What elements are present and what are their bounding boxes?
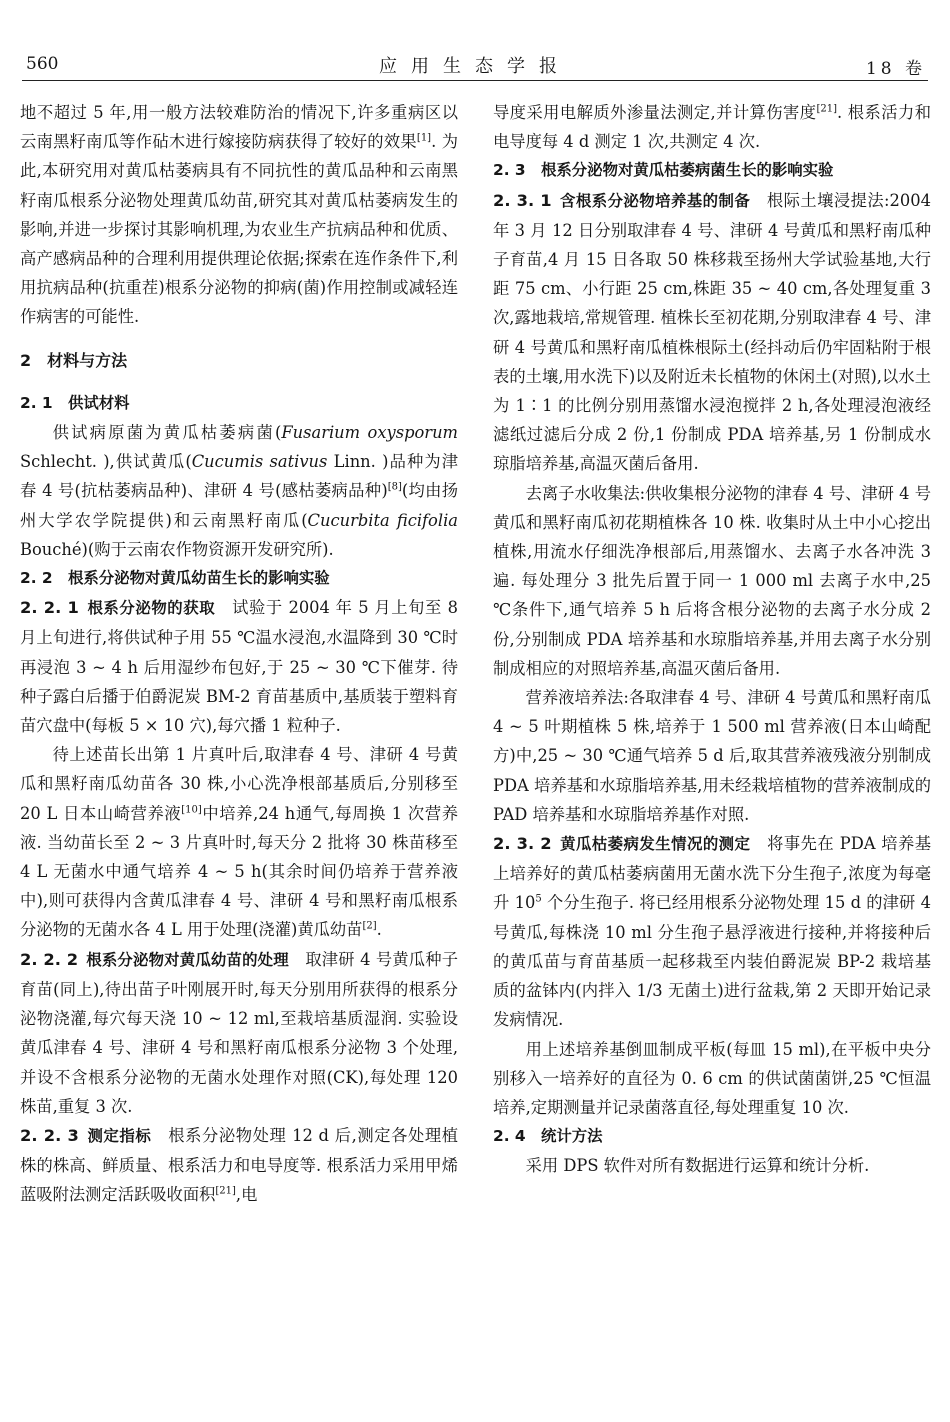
citation: [8] xyxy=(387,482,402,494)
paragraph-seedling-culture xyxy=(20,740,458,944)
volume-label: 18 卷 xyxy=(865,59,926,79)
text: Linn. )品种为津春 4 号(抗枯萎病品种)、津研 4 号(感枯萎病品种) xyxy=(20,452,459,501)
text: 根系分泌物处理 12 d 后,测定各处理植株的株高、鲜质量、根系活力和电导度等. 根系活力采用甲烯蓝吸附法测定活跃吸收面积 xyxy=(20,1125,458,1205)
text: 中培养,24 h通气,每周换 1 次营养液. 当幼苗长至 2 ~ 3 片真叶时,每天分 2 批将 30 株苗移至 4 L 无菌水中通气培养 4 ~ 5 h(其余时间仍培养于营养液中),则可获得内含黄瓜津春 4 号、津研 4 号和黑籽南瓜根系分泌物的无菌水各 4 L 用于处理(浇灌)黄瓜幼苗 xyxy=(20,803,458,940)
species-name: Cucurbita ficifolia xyxy=(307,510,458,530)
text: 根际土壤浸提法:2004 年 3 月 12 日分别取津春 4 号、津研 4 号黄瓜和黑籽南瓜种子育苗,4 月 15 日各取 50 株移栽至扬州大学试验基地,大行距 75 cm、小行距 25 cm,株距 35 ~ 40 cm,各处理复重 3 次,露地栽培,常规管理. 植株长至初花期,分别取津春 4 号、津研 4 号黄瓜和黑籽南瓜植株根际土(经抖动后仍牢固粘附于根表的土壤,用水洗下)以及附近未长植物的休闲土(对照),以水土为 1∶1 的比例分别用蒸馏水浸泡搅拌 2 h,各处理浸泡液经滤纸过滤后分成 2 份,1 份制成 PDA 培养基,另 1 份制成水琼脂培养基,高温灭菌后备用. xyxy=(493,190,931,474)
right-column xyxy=(493,98,931,1181)
paragraph-2-3-1 xyxy=(493,186,931,479)
subsection-number: 2. 3. 2 xyxy=(493,834,552,854)
text: 地不超过 5 年,用一般方法较难防治的情况下,许多重病区以云南黑籽南瓜等作砧木进行嫁接防病获得了较好的效果 xyxy=(20,103,458,152)
running-header xyxy=(22,52,928,81)
text: 个分生孢子. 将已经用根系分泌物处理 15 d 的津研 4 号黄瓜,每株浇 10 ml 分生孢子悬浮液进行接种,并将接种后的黄瓜苗与育苗基质一起移栽至内装伯爵泥炭 BP-2 栽培基质的盆钵内(内拌入 1/3 无菌土)进行盆栽,第 2 天即开始记录发病情况. xyxy=(493,893,931,1030)
text: 试验于 2004 年 5 月上旬至 8 月上旬进行,将供试种子用 55 ℃温水浸泡,水温降到 30 ℃时再浸泡 3 ~ 4 h 后用湿纱布包好,于 25 ~ 30 ℃下催芽. 待种子露白后播于伯爵泥炭 BM-2 育苗基质中,基质装于塑料育苗穴盘中(每板 5 × 10 穴),每穴播 1 粒种子. xyxy=(20,598,458,736)
text: 供试病原菌为黄瓜枯萎病菌( xyxy=(52,423,282,443)
text: . 为此,本研究用对黄瓜枯萎病具有不同抗性的黄瓜品种和云南黑籽南瓜根系分泌物处理黄瓜幼苗,研究其对黄瓜枯萎病发生的影响,并进一步探讨其影响机理,为农业生产抗病品种和优质、高产感病品种的合理利用提供理论依据;探索在连作条件下,利用抗病品种(抗重茬)根系分泌物的抑病(菌)作用控制或减轻连作病害的可能性. xyxy=(20,132,458,327)
section-heading-2: 2 材料与方法 xyxy=(20,350,128,370)
text: 待上述苗长出第 1 片真叶后,取津春 4 号、津研 4 号黄瓜和黑籽南瓜幼苗各 30 株,小心洗净根部基质后,分别移至 20 L 日本山崎营养液 xyxy=(20,745,458,823)
text: Schlecht. ),供试黄瓜( xyxy=(20,452,192,472)
text: . 根系活力和电导度每 4 d 测定 1 次,共测定 4 次. xyxy=(493,103,931,152)
text: . xyxy=(376,920,382,940)
species-name: Cucumis sativus xyxy=(191,452,328,472)
text: 将事先在 PDA 培养基上培养好的黄瓜枯萎病菌用无菌水洗下分生孢子,浓度为每毫升 10 xyxy=(493,834,931,913)
citation: [1] xyxy=(416,132,432,144)
section-heading-2-2: 2. 2 根系分泌物对黄瓜幼苗生长的影响实验 xyxy=(20,569,330,588)
exponent: 5 xyxy=(535,894,542,906)
paragraph-materials xyxy=(20,418,458,564)
subsection-title: 测定指标 xyxy=(86,1126,152,1145)
citation: [21] xyxy=(816,103,837,115)
text: (均由扬州大学农学院提供)和云南黑籽南瓜( xyxy=(20,481,458,530)
subsection-title: 根系分泌物对黄瓜幼苗的处理 xyxy=(86,950,289,969)
subsection-number: 2. 3. 1 xyxy=(493,190,552,210)
paragraph-deionized-water: 去离子水收集法:供收集根分泌物的津春 4 号、津研 4 号黄瓜和黑籽南瓜初花期植株各 10 株. 收集时从土中小心挖出植株,用流水仔细洗净根部后,用蒸馏水、去离子水各冲洗 3 遍. 每处理分 3 批先后置于同一 1 000 ml 去离子水中,25 ℃条件下,通气培养 5 h 后将含根分泌物的去离子水分成 2 份,分别制成 PDA 培养基和水琼脂培养基,并用去离子水分别制成相应的对照培养基,高温灭菌后备用. xyxy=(493,483,931,678)
paragraph-statistics: 采用 DPS 软件对所有数据进行运算和统计分析. xyxy=(525,1156,870,1176)
paragraph-2-2-2 xyxy=(20,945,458,1121)
text: 导度采用电解质外渗量法测定,并计算伤害度 xyxy=(493,103,817,122)
text: Bouché)(购于云南农作物资源开发研究所). xyxy=(20,539,334,559)
paragraph-plate-culture: 用上述培养基倒皿制成平板(每皿 15 ml),在平板中央分别移入一培养好的直径为 0. 6 cm 的供试菌菌饼,25 ℃恒温培养,定期测量并记录菌落直径,每处理重复 10 次. xyxy=(493,1039,931,1117)
subsection-title: 根系分泌物的获取 xyxy=(86,599,216,618)
subsection-number: 2. 2. 1 xyxy=(20,598,79,618)
paragraph-2-2-3 xyxy=(20,1121,458,1210)
intro-paragraph xyxy=(20,98,458,332)
paragraph-2-2-1 xyxy=(20,593,458,740)
subsection-title: 含根系分泌物培养基的制备 xyxy=(559,191,751,210)
text: 取津研 4 号黄瓜种子育苗(同上),待出苗子叶刚展开时,每天分别用所获得的根系分泌物浇灌,每穴每天浇 10 ~ 12 ml,至栽培基质湿润. 实验设黄瓜津春 4 号、津研 4 号和黑籽南瓜根系分泌物 3 个处理,并设不含根系分泌物的无菌水处理作对照(CK),每处理 120 株苗,重复 3 次. xyxy=(20,949,458,1116)
section-heading-2-3: 2. 3 根系分泌物对黄瓜枯萎病菌生长的影响实验 xyxy=(493,161,834,180)
subsection-number: 2. 2. 3 xyxy=(20,1125,79,1145)
citation: [21] xyxy=(215,1185,236,1197)
section-heading-2-4: 2. 4 统计方法 xyxy=(493,1127,603,1146)
section-heading-2-1: 2. 1 供试材料 xyxy=(20,393,130,412)
journal-title: 应用生态学报 xyxy=(379,56,571,77)
left-column xyxy=(20,98,458,1210)
text: ,电 xyxy=(235,1185,258,1205)
citation: [2] xyxy=(362,921,377,933)
citation: [10] xyxy=(181,804,202,816)
species-name: Fusarium oxysporum xyxy=(281,423,458,443)
subsection-number: 2. 2. 2 xyxy=(20,949,79,969)
page-number: 560 xyxy=(26,54,59,74)
paragraph-2-3-2 xyxy=(493,829,931,1034)
paragraph-continued xyxy=(493,98,931,156)
paragraph-nutrient-solution: 营养液培养法:各取津春 4 号、津研 4 号黄瓜和黑籽南瓜 4 ~ 5 叶期植株 5 株,培养于 1 500 ml 营养液(日本山崎配方)中,25 ~ 30 ℃通气培养 5 d 后,取其营养液残液分别制成 PDA 培养基和水琼脂培养基,用未经栽培植物的营养液制成的 PAD 培养基和水琼脂培养基作对照. xyxy=(493,688,931,824)
subsection-title: 黄瓜枯萎病发生情况的测定 xyxy=(559,835,751,854)
